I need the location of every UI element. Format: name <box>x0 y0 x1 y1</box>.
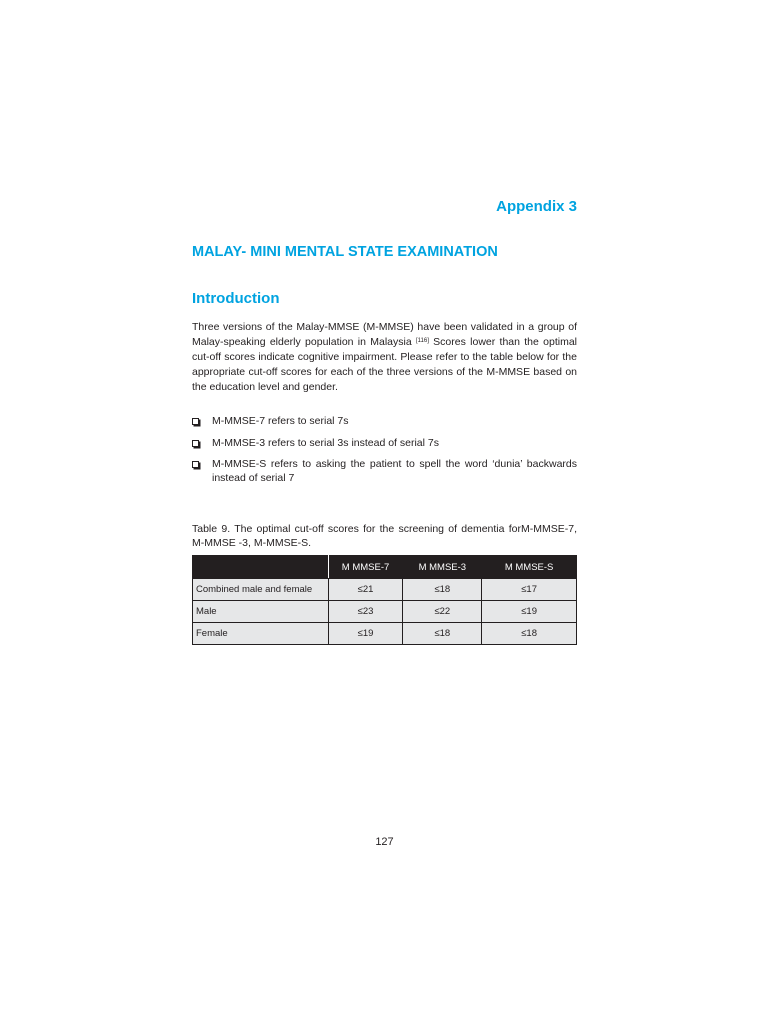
table-cell: ≤17 <box>482 579 577 601</box>
table-row <box>193 623 577 645</box>
table-header-cell: M MMSE-3 <box>403 556 482 579</box>
list-item <box>192 457 577 485</box>
list-item <box>192 414 577 428</box>
table-row-label: Female <box>193 623 329 645</box>
section-heading: Introduction <box>192 290 280 307</box>
citation-reference: [116] <box>415 338 429 344</box>
table-cell: ≤23 <box>328 601 403 623</box>
checkbox-bullet-icon <box>192 440 199 447</box>
cutoff-scores-table <box>192 555 577 645</box>
table-header-cell: M MMSE-7 <box>328 556 403 579</box>
table-row <box>193 579 577 601</box>
list-item-text: M-MMSE-3 refers to serial 3s instead of serial 7s <box>212 436 439 449</box>
table-row-label: Male <box>193 601 329 623</box>
table-cell: ≤21 <box>328 579 403 601</box>
table-cell: ≤18 <box>403 623 482 645</box>
checkbox-bullet-icon <box>192 418 199 425</box>
table-cell: ≤19 <box>328 623 403 645</box>
list-item <box>192 436 577 450</box>
table-cell: ≤22 <box>403 601 482 623</box>
table-row <box>193 601 577 623</box>
intro-paragraph <box>192 320 577 395</box>
version-list <box>192 414 577 493</box>
table-row-label: Combined male and female <box>193 579 329 601</box>
list-item-text: M-MMSE-S refers to asking the patient to spell the word ‘dunia’ backwards instead of serial 7 <box>212 458 577 484</box>
intro-text-part1: Three versions of the Malay-MMSE (M-MMSE) have been validated in a group of Malay-speaking elderly population in Malaysia <box>192 321 577 348</box>
table-header-cell: M MMSE-S <box>482 556 577 579</box>
appendix-label: Appendix 3 <box>496 198 577 215</box>
table-header-row <box>193 556 577 579</box>
checkbox-bullet-icon <box>192 461 199 468</box>
table-header-cell <box>193 556 329 579</box>
document-title: MALAY- MINI MENTAL STATE EXAMINATION <box>192 244 498 260</box>
intro-text-part2: Scores lower than the optimal cut-off scores indicate cognitive impairment. Please refer to the table below for the appropriate cut-off scores for each of the three versions of the M-MMSE based on the education level and gender. <box>192 336 577 393</box>
table-cell: ≤19 <box>482 601 577 623</box>
list-item-text: M-MMSE-7 refers to serial 7s <box>212 415 349 427</box>
table-cell: ≤18 <box>403 579 482 601</box>
page-number: 127 <box>375 836 394 848</box>
table-caption: Table 9. The optimal cut-off scores for the screening of dementia forM-MMSE-7, M-MMSE -3, M-MMSE-S. <box>192 523 577 549</box>
table-cell: ≤18 <box>482 623 577 645</box>
